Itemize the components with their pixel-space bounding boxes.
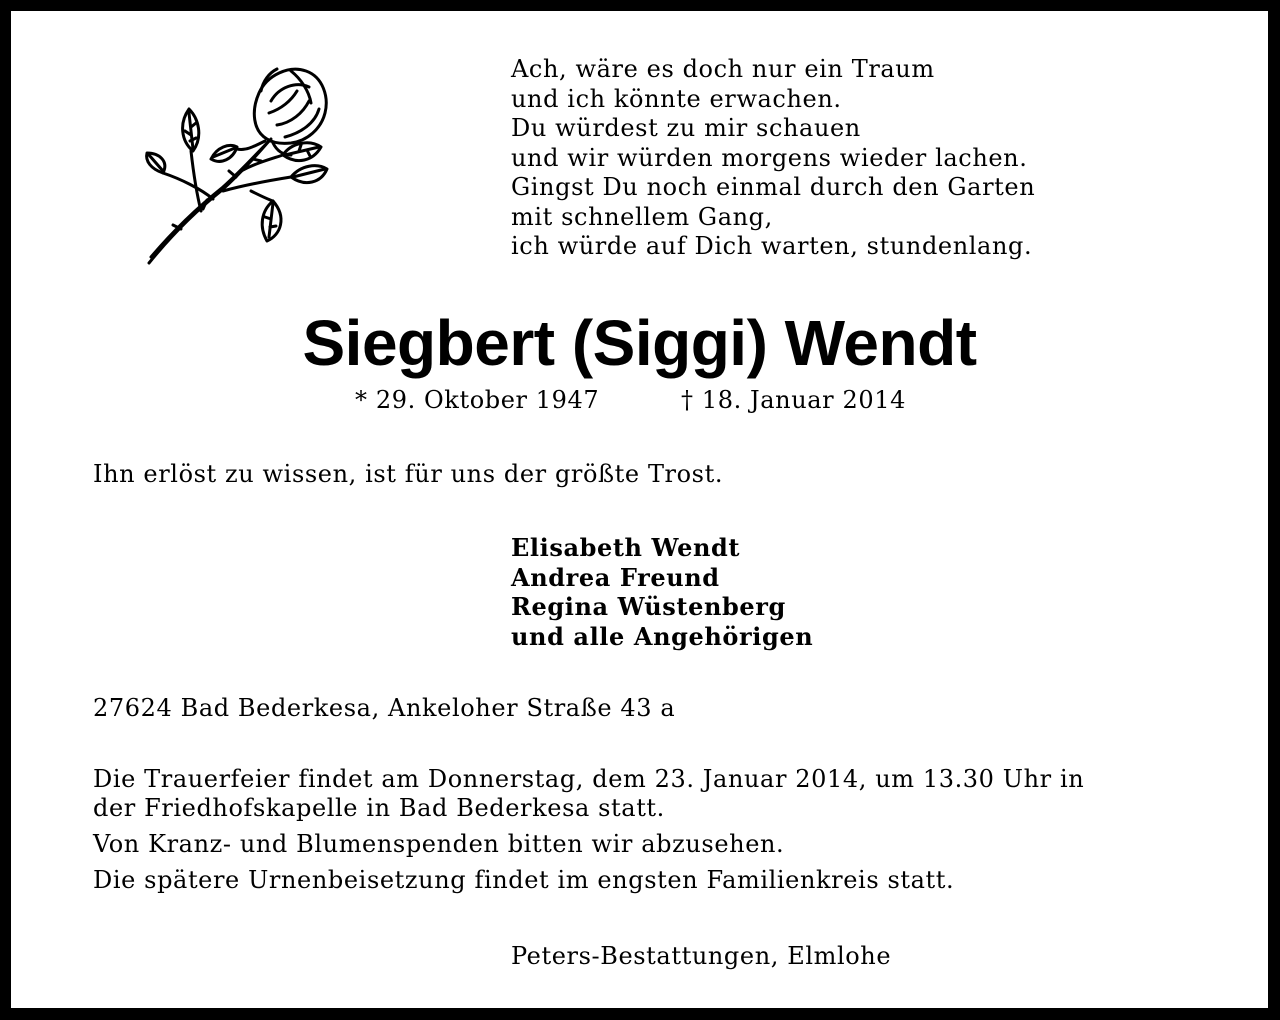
poem-line: Du würdest zu mir schauen: [511, 114, 861, 142]
address: 27624 Bad Bederkesa, Ankeloher Straße 43 a: [93, 694, 676, 722]
comfort-line: Ihn erlöst zu wissen, ist für uns der größte Trost.: [93, 460, 724, 488]
death-date: † 18. Januar 2014: [681, 386, 906, 414]
deceased-name: Siegbert (Siggi) Wendt: [302, 307, 977, 379]
poem-line: und wir würden morgens wieder lachen.: [511, 143, 1028, 172]
funeral-notice: [93, 765, 1084, 895]
rose-icon: [141, 51, 341, 266]
funeral-line: der Friedhofskapelle in Bad Bederkesa statt.: [93, 794, 665, 822]
poem-line: mit schnellem Gang,: [511, 202, 773, 231]
mourner-name: Elisabeth Wendt: [511, 533, 741, 562]
poem-line: und ich könnte erwachen.: [511, 84, 842, 113]
funeral-line: Die Trauerfeier findet am Donnerstag, dem 23. Januar 2014, um 13.30 Uhr in: [93, 765, 1085, 793]
undertaker: Peters-Bestattungen, Elmlohe: [511, 942, 892, 970]
obituary-notice: [11, 11, 1268, 1008]
mourners-list: [511, 533, 813, 651]
flowers-line: Von Kranz- und Blumenspenden bitten wir abzusehen.: [93, 830, 785, 858]
birth-date: * 29. Oktober 1947: [355, 386, 600, 414]
poem-line: ich würde auf Dich warten, stundenlang.: [511, 232, 1033, 260]
mourner-name: Andrea Freund: [511, 562, 720, 592]
poem: [511, 55, 1035, 262]
poem-line: Gingst Du noch einmal durch den Garten: [511, 173, 1036, 201]
mourner-name: und alle Angehörigen: [511, 621, 814, 651]
mourner-name: Regina Wüstenberg: [511, 592, 786, 621]
poem-line: Ach, wäre es doch nur ein Traum: [511, 55, 935, 83]
burial-line: Die spätere Urnenbeisetzung findet im engsten Familienkreis statt.: [93, 866, 955, 894]
